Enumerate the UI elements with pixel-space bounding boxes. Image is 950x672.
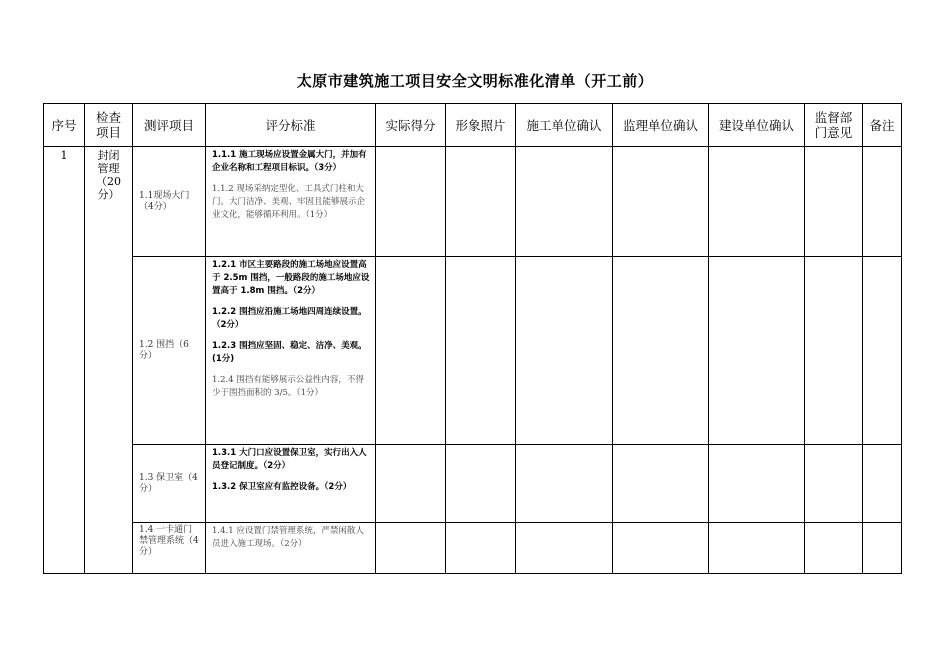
owner-confirm-cell[interactable]: [709, 523, 805, 574]
constructor-confirm-cell[interactable]: [516, 257, 613, 445]
regulator-opinion-cell[interactable]: [805, 445, 863, 523]
photo-cell[interactable]: [446, 147, 516, 257]
header-category: [85, 104, 133, 147]
standard-text: 1.2.2 围挡应沿施工场地四周连续设置。（2分）: [212, 307, 367, 330]
supervisor-confirm-cell[interactable]: [613, 257, 709, 445]
item-cell: 1.1现场大门（4分）: [133, 147, 206, 257]
item-cell: 1.3 保卫室（4分）: [133, 445, 206, 523]
regulator-opinion-cell[interactable]: [805, 257, 863, 445]
table-row: [44, 523, 902, 574]
item-cell: 1.2 围挡（6分）: [133, 257, 206, 445]
supervisor-confirm-cell[interactable]: [613, 445, 709, 523]
score-cell[interactable]: [376, 523, 446, 574]
category-label: 封闭管理（20分）: [96, 149, 121, 201]
remarks-cell[interactable]: [863, 147, 902, 257]
regulator-opinion-cell[interactable]: [805, 147, 863, 257]
owner-confirm-cell[interactable]: [709, 445, 805, 523]
item-cell: 1.4 一卡通门禁管理系统（4分）: [133, 523, 206, 574]
photo-cell[interactable]: [446, 257, 516, 445]
header-constructor-confirm: 施工单位确认: [516, 104, 613, 147]
photo-cell[interactable]: [446, 523, 516, 574]
remarks-cell[interactable]: [863, 445, 902, 523]
owner-confirm-cell[interactable]: [709, 257, 805, 445]
header-standard: 评分标准: [206, 104, 376, 147]
standard-text: 1.1.2 现场采纳定型化、工具式门柱和大门。大门洁净、美观、牢固且能够展示企业文化，能够循环利用。（1分）: [212, 184, 366, 220]
supervisor-confirm-cell[interactable]: [613, 147, 709, 257]
standard-text: 1.3.1 大门口应设置保卫室，实行出入人员登记制度。（2分）: [212, 448, 367, 471]
photo-cell[interactable]: [446, 445, 516, 523]
header-row: [44, 104, 902, 147]
score-cell[interactable]: [376, 445, 446, 523]
header-supervisor-confirm: 监理单位确认: [613, 104, 709, 147]
checklist-table: [43, 103, 902, 574]
supervisor-confirm-cell[interactable]: [613, 523, 709, 574]
header-score: 实际得分: [376, 104, 446, 147]
header-remarks: 备注: [863, 104, 902, 147]
header-regulator-label: 监督部门意见: [814, 110, 853, 140]
standard-cell: [206, 445, 376, 523]
table-row: [44, 257, 902, 445]
remarks-cell[interactable]: [863, 523, 902, 574]
seq-cell: 1: [44, 147, 85, 574]
standard-text: 1.2.3 围挡应坚固、稳定、洁净、美观。(1分): [212, 341, 367, 364]
remarks-cell[interactable]: [863, 257, 902, 445]
header-owner-confirm: 建设单位确认: [709, 104, 805, 147]
header-photo: 形象照片: [446, 104, 516, 147]
constructor-confirm-cell[interactable]: [516, 147, 613, 257]
table-row: [44, 445, 902, 523]
owner-confirm-cell[interactable]: [709, 147, 805, 257]
standard-cell: [206, 257, 376, 445]
constructor-confirm-cell[interactable]: [516, 523, 613, 574]
page-title: 太原市建筑施工项目安全文明标准化清单（开工前）: [296, 72, 654, 90]
table-row: [44, 147, 902, 257]
category-cell: [85, 147, 133, 574]
header-seq: 序号: [44, 104, 85, 147]
constructor-confirm-cell[interactable]: [516, 445, 613, 523]
standard-text: 1.1.1 施工现场应设置金属大门，并加有企业名称和工程项目标识。（3分）: [212, 150, 367, 173]
standard-text: 1.2.4 围挡有能够展示公益性内容，不得少于围挡面积的 3/5。（1分）: [212, 375, 364, 398]
score-cell[interactable]: [376, 257, 446, 445]
header-regulator-opinion: [805, 104, 863, 147]
standard-text: 1.2.1 市区主要路段的施工场地应设置高于 2.5m 围挡，一般路段的施工场地应设置高于 1.8m 围挡。（2分）: [212, 260, 370, 296]
header-category-label: 检查项目: [95, 110, 121, 140]
standard-text: 1.4.1 应设置门禁管理系统，严禁闲散人员进入施工现场。（2分）: [212, 526, 364, 549]
standard-cell: [206, 523, 376, 574]
standard-text: 1.3.2 保卫室应有监控设备。（2分）: [212, 482, 352, 492]
score-cell[interactable]: [376, 147, 446, 257]
standard-cell: [206, 147, 376, 257]
regulator-opinion-cell[interactable]: [805, 523, 863, 574]
header-item: 测评项目: [133, 104, 206, 147]
